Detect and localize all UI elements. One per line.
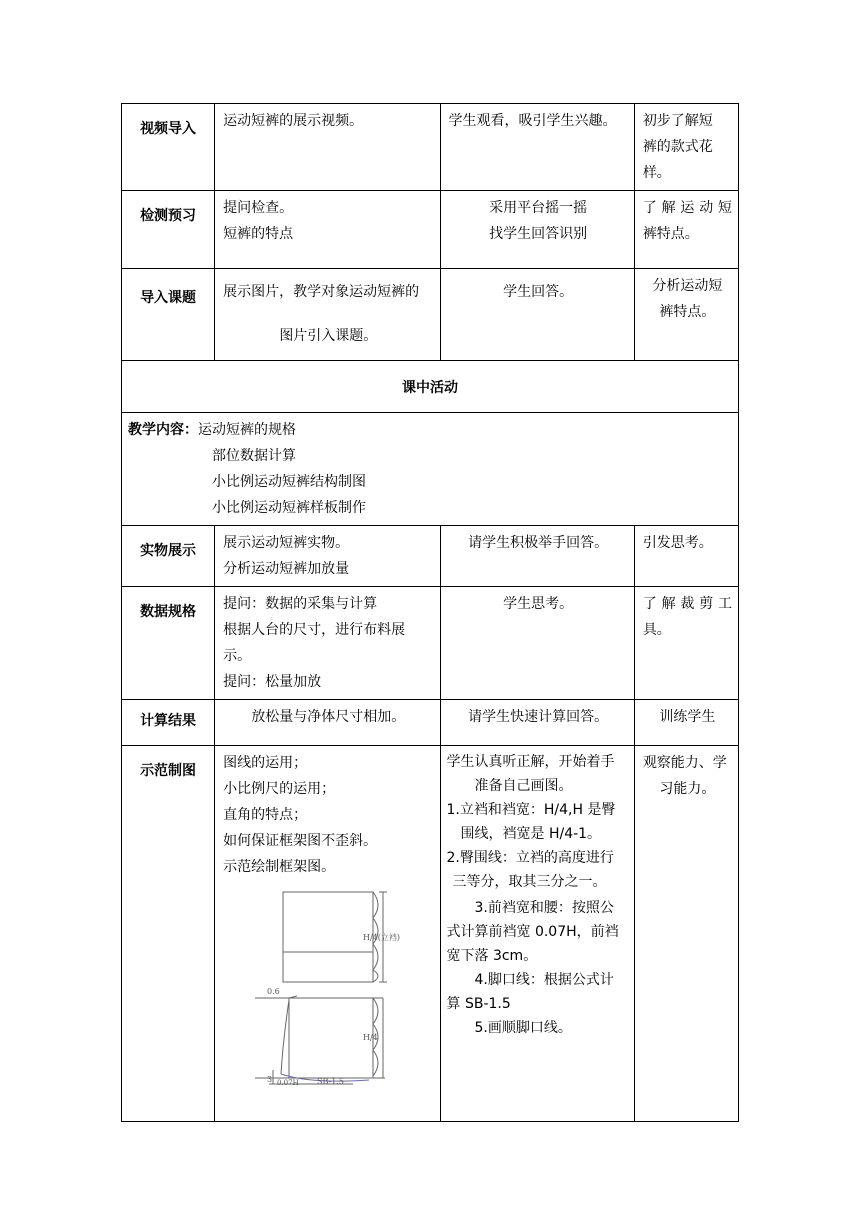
row-label: 数据规格 xyxy=(122,587,215,700)
diagram-label-h4: H/4 xyxy=(363,1033,378,1042)
student-activity: 采用平台摇一摇 找学生回答识别 xyxy=(440,191,634,269)
diagram-label-sb: SB-1.5 xyxy=(317,1077,345,1086)
teacher-activity: 展示运动短裤实物。 分析运动短裤加放量 xyxy=(215,526,440,587)
teacher-activity: 展示图片，教学对象运动短裤的 图片引入课题。 xyxy=(215,269,440,361)
diagram-label-h4-rise: H/4(立裆) xyxy=(363,933,401,942)
design-intent: 了解裁剪工 具。 xyxy=(634,587,738,700)
teaching-content-head: 教学内容： xyxy=(128,422,198,438)
row-label: 导入课题 xyxy=(122,269,215,361)
row-label: 检测预习 xyxy=(122,191,215,269)
design-intent: 初步了解短 裤的款式花 样。 xyxy=(634,104,738,191)
design-intent: 了解运动短 裤特点。 xyxy=(634,191,738,269)
student-activity: 学生认真听正解，开始着手 准备自己画图。 1.立裆和裆宽：H/4,H 是臀 围线，裆宽是 H/4-1。 2.臀围线：立裆的高度进行 三等分，取其三分之一。 3.前裆宽和腰：按照公 式计算前裆宽 0.07H，前裆 宽下落 3cm。 4.脚口线：根据公式计 算 SB-1.5 5.画顺脚口线。 xyxy=(440,746,634,1122)
table-row xyxy=(122,587,739,700)
row-label: 视频导入 xyxy=(122,104,215,191)
diagram-label-06: 0.6 xyxy=(267,987,280,996)
teacher-activity: 提问检查。 短裤的特点 xyxy=(215,191,440,269)
teacher-activity: 图线的运用； 小比例尺的运用； 直角的特点； 如何保证框架图不歪斜。 示范绘制框架图。 H/4(立裆) 0.6 H/4 3 0.07H SB-1.5 xyxy=(215,746,440,1122)
table-row xyxy=(122,413,739,526)
table-row xyxy=(122,269,739,361)
teaching-content: 教学内容：运动短裤的规格 部位数据计算 小比例运动短裤结构制图 小比例运动短裤样板制作 xyxy=(122,413,739,526)
row-label: 示范制图 xyxy=(122,746,215,1122)
row-label: 实物展示 xyxy=(122,526,215,587)
diagram-label-3: 3 xyxy=(267,1075,273,1084)
table-row xyxy=(122,104,739,191)
design-intent: 分析运动短 裤特点。 xyxy=(634,269,738,361)
table-row xyxy=(122,700,739,746)
table-row xyxy=(122,746,739,1122)
teacher-activity: 运动短裤的展示视频。 xyxy=(215,104,440,191)
teacher-activity: 提问：数据的采集与计算 根据人台的尺寸，进行布料展 示。 提问：松量加放 xyxy=(215,587,440,700)
section-title: 课中活动 xyxy=(122,361,739,413)
table-row xyxy=(122,361,739,413)
student-activity: 学生观看，吸引学生兴趣。 xyxy=(440,104,634,191)
shorts-pattern-diagram xyxy=(233,888,433,1108)
teacher-activity: 放松量与净体尺寸相加。 xyxy=(215,700,440,746)
design-intent: 观察能力、学 习能力。 xyxy=(634,746,738,1122)
row-label: 计算结果 xyxy=(122,700,215,746)
student-activity: 学生思考。 xyxy=(440,587,634,700)
design-intent: 引发思考。 xyxy=(634,526,738,587)
student-activity: 学生回答。 xyxy=(440,269,634,361)
design-intent: 训练学生 xyxy=(634,700,738,746)
lesson-plan-table xyxy=(121,103,739,1122)
student-activity: 请学生快速计算回答。 xyxy=(440,700,634,746)
student-activity: 请学生积极举手回答。 xyxy=(440,526,634,587)
table-row xyxy=(122,191,739,269)
diagram-label-007h: 0.07H xyxy=(277,1079,299,1087)
table-row xyxy=(122,526,739,587)
